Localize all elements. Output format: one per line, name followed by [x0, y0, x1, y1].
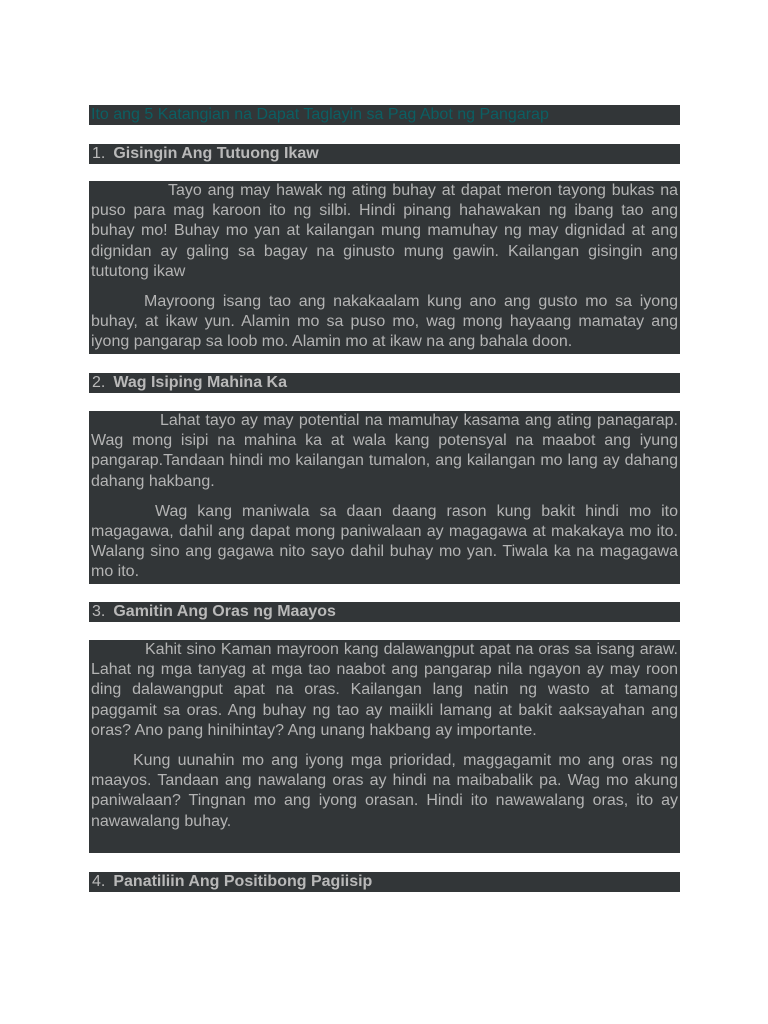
section-2-title: Wag Isiping Mahina Ka [113, 374, 287, 391]
section-1-title: Gisingin Ang Tutuong Ikaw [113, 145, 319, 162]
section-4-heading [89, 872, 680, 892]
section-1-paragraph-2: Mayroong isang tao ang nakakaalam kung ano ang gusto mo sa iyong buhay, at ikaw yun. Alamin mo sa puso mo, wag mong hayaang mamatay ang iyong pangarap sa loob mo. Alamin mo at ikaw na ang bahala doon. [91, 293, 678, 351]
section-3-heading [89, 602, 680, 622]
section-2-paragraph-2: Wag kang maniwala sa daan daang rason kung bakit hindi mo ito magagawa, dahil ang dapat mong paniwalaan ay magagawa at makakaya mo ito. Walang sino ang gagawa nito sayo dahil buhay mo yan. Tiwala ka na magagawa mo ito. [91, 502, 678, 581]
section-1-number: 1. [92, 145, 106, 162]
section-3-number: 3. [92, 603, 106, 620]
section-4-title: Panatiliin Ang Positibong Pagiisip [113, 873, 373, 890]
section-2-paragraph-1: Lahat tayo ay may potential na mamuhay kasama ang ating panagarap. Wag mong isipi na mahina ka at wala kang potensyal na maabot ang iyung pangarap.Tandaan hindi mo kailangan tumalon, ang kailangan mo lang ay dahang dahang hakbang. [91, 412, 678, 490]
section-2-body [89, 411, 680, 584]
section-3-paragraph-2: Kung uunahin mo ang iyong mga prioridad, maggagamit mo ang oras ng maayos. Tandaan ang nawalang oras ay hindi na maibabalik pa. Wag mo akung paniwalaan? Tingnan mo ang iyong orasan. Hindi ito nawawalang oras, ito ay nawawalang buhay. [91, 752, 678, 830]
section-2-number: 2. [92, 374, 106, 391]
section-4-number: 4. [92, 873, 106, 890]
section-3-title: Gamitin Ang Oras ng Maayos [113, 603, 336, 620]
section-1-heading [89, 144, 680, 164]
section-3-body [89, 640, 680, 853]
title-band [89, 105, 680, 125]
section-1-paragraph-1: Tayo ang may hawak ng ating buhay at dapat meron tayong bukas na puso para mag karoon ito ng silbi. Hindi pinang hahawakan ng ibang tao ang buhay mo! Buhay mo yan at kailangan mung mamuhay ng may dignidad at ang dignidan ay galing sa bagay na ginusto mung gawin. Kailangan gisingin ang tututong ikaw [91, 182, 678, 280]
section-2-heading [89, 373, 680, 393]
section-3-paragraph-1: Kahit sino Kaman mayroon kang dalawangput apat na oras sa isang araw. Lahat ng mga tanyag at mga tao naabot ang pangarap nila ngayon ay may roon ding dalawangput apat na oras. Kailangan lang natin ng wasto at tamang paggamit sa oras. Ang buhay ng tao ay maiikli lamang at bakit aaksayahan ang oras? Ano pang hinihintay? Ang unang hakbang ay importante. [91, 641, 678, 739]
section-1-body [89, 181, 680, 354]
document-title[interactable]: Ito ang 5 Katangian na Dapat Taglayin sa Pag Abot ng Pangarap [91, 106, 549, 123]
